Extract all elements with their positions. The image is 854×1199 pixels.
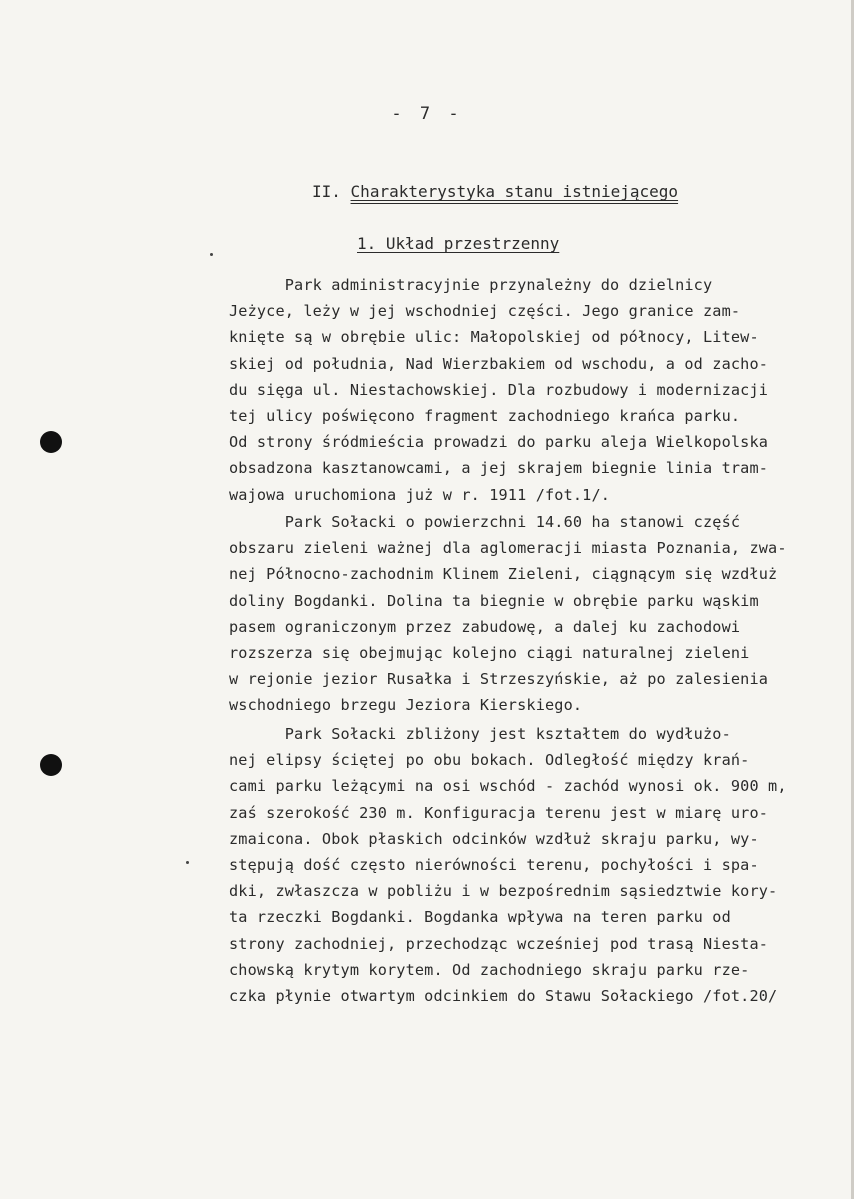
text-line: cami parku leżącymi na osi wschód - zachód wynosi ok. 900 m, — [229, 777, 787, 796]
speck — [186, 861, 189, 864]
text-line: dki, zwłaszcza w pobliżu i w bezpośrednim sąsiedztwie kory- — [229, 882, 778, 901]
text-line: czka płynie otwartym odcinkiem do Stawu Sołackiego /fot.20/ — [229, 987, 778, 1006]
text-line: stępują dość często nierówności terenu, pochyłości i spa- — [229, 856, 759, 875]
text-line: skiej od południa, Nad Wierzbakiem od wschodu, a od zacho- — [229, 354, 769, 373]
text-line: chowską krytym korytem. Od zachodniego skraju parku rze- — [229, 960, 750, 979]
punch-hole — [40, 754, 62, 776]
section-title — [312, 182, 678, 201]
text-line: pasem ograniczonym przez zabudowę, a dalej ku zachodowi — [229, 617, 741, 636]
text-line: du sięga ul. Niestachowskiej. Dla rozbudowy i modernizacji — [229, 380, 769, 399]
text-line: Park administracyjnie przynależny do dzielnicy — [229, 276, 713, 294]
paragraph — [229, 509, 829, 719]
text-line: tej ulicy poświęcono fragment zachodniego krańca parku. — [229, 407, 741, 426]
text-line: rozszerza się obejmując kolejno ciągi naturalnej zieleni — [229, 644, 750, 663]
subsection-title: 1. Układ przestrzenny — [357, 234, 560, 253]
text-line: knięte są w obrębie ulic: Małopolskiej od północy, Litew- — [229, 328, 759, 347]
text-line: obsadzona kasztanowcami, a jej skrajem biegnie linia tram- — [229, 459, 769, 478]
text-line: Jeżyce, leży w jej wschodniej części. Jego granice zam- — [229, 302, 741, 321]
text-line: zmaicona. Obok płaskich odcinków wzdłuż skraju parku, wy- — [229, 829, 759, 848]
text-line: Park Sołacki o powierzchni 14.60 ha stanowi część — [229, 513, 741, 531]
text-line: wschodniego brzegu Jeziora Kierskiego. — [229, 696, 583, 715]
text-line: wajowa uruchomiona już w r. 1911 /fot.1/. — [229, 485, 611, 504]
section-heading: Charakterystyka stanu istniejącego — [350, 182, 679, 201]
text-line: Od strony śródmieścia prowadzi do parku aleja Wielkopolska — [229, 433, 769, 452]
text-line: obszaru zieleni ważnej dla aglomeracji miasta Poznania, zwa- — [229, 539, 787, 558]
section-numeral: II. — [312, 182, 341, 201]
text-line: strony zachodniej, przechodząc wcześniej pod trasą Niesta- — [229, 934, 769, 953]
text-line: Park Sołacki zbliżony jest kształtem do wydłużo- — [229, 725, 731, 743]
text-line: doliny Bogdanki. Dolina ta biegnie w obrębie parku wąskim — [229, 591, 759, 610]
text-line: nej Północno-zachodnim Klinem Zieleni, ciągnącym się wzdłuż — [229, 565, 778, 584]
text-line: nej elipsy ściętej po obu bokach. Odległość między krań- — [229, 751, 750, 770]
punch-hole — [40, 431, 62, 453]
text-line: w rejonie jezior Rusałka i Strzeszyńskie, aż po zalesienia — [229, 670, 769, 689]
page-number: - 7 - — [391, 104, 463, 124]
text-line: zaś szerokość 230 m. Konfiguracja terenu jest w miarę uro- — [229, 803, 769, 822]
text-line: ta rzeczki Bogdanki. Bogdanka wpływa na teren parku od — [229, 908, 731, 927]
paragraph — [229, 721, 829, 1009]
paragraph — [229, 272, 829, 508]
speck — [210, 253, 213, 256]
